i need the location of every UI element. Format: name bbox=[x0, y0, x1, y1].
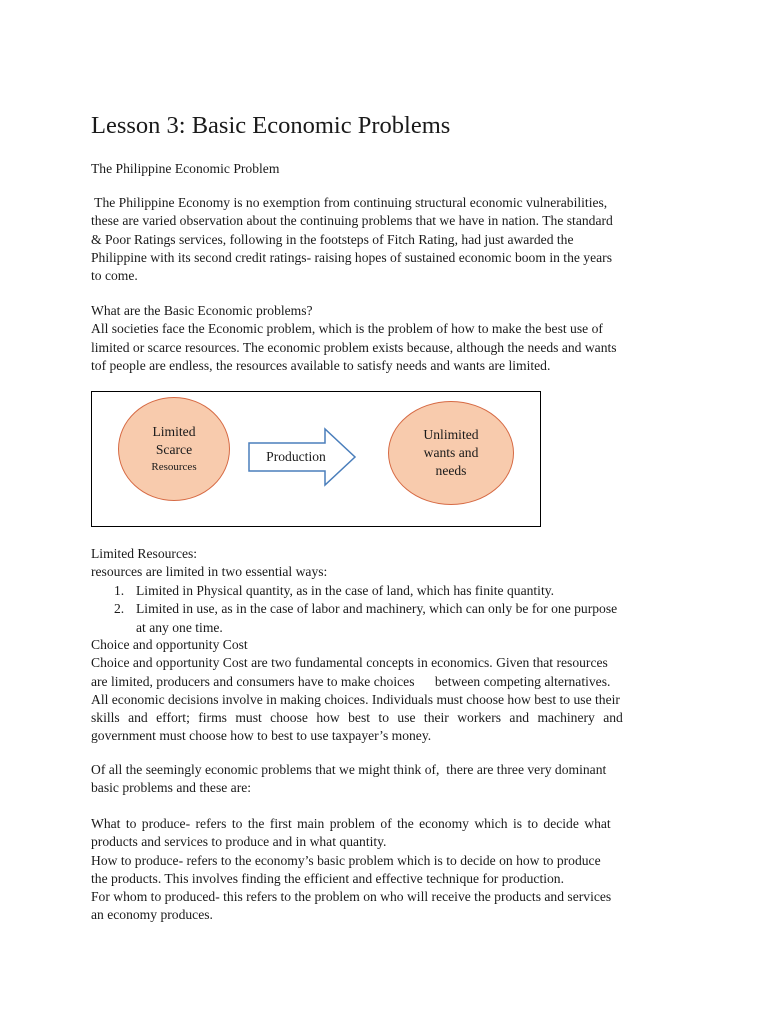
problems-line: the products. This involves finding the efficient and effective technique for production. bbox=[91, 870, 565, 886]
basic-line: All societies face the Economic problem, which is the problem of how to make the best use of bbox=[91, 321, 603, 337]
list-item bbox=[91, 582, 678, 600]
problems-paragraph bbox=[91, 815, 678, 925]
intro-line: to come. bbox=[91, 268, 138, 284]
intro-line: Philippine with its second credit ratings- raising hopes of sustained economic boom in the years bbox=[91, 249, 612, 265]
left-circle-line2: Scarce bbox=[155, 442, 193, 457]
problems-line: products and services to produce and in what quantity. bbox=[91, 834, 387, 850]
choice-line: government must choose how to best to use taxpayer’s money. bbox=[91, 728, 432, 744]
dominant-line: basic problems and these are: bbox=[91, 780, 252, 796]
problems-line: For whom to produced- this refers to the problem on who will receive the products and services bbox=[91, 889, 612, 905]
choice-line: skills and effort; firms must choose how best to use their workers and machinery and bbox=[91, 710, 623, 726]
problems-line: How to produce- refers to the economy’s basic problem which is to decide on how to produce bbox=[91, 852, 601, 868]
intro-line: these are varied observation about the continuing problems that we have in nation. The standard bbox=[91, 213, 613, 229]
limited-resources-circle bbox=[118, 397, 230, 501]
basic-heading: What are the Basic Economic problems? bbox=[91, 303, 313, 318]
intro-paragraph bbox=[91, 194, 678, 285]
limited-heading: Limited Resources: bbox=[91, 546, 198, 561]
problems-line: an economy produces. bbox=[91, 907, 213, 923]
list-text: at any one time. bbox=[136, 619, 223, 635]
section-subtitle: The Philippine Economic Problem bbox=[91, 161, 280, 176]
production-label: Production bbox=[266, 449, 326, 464]
basic-line: limited or scarce resources. The economic problem exists because, although the needs and wants bbox=[91, 339, 617, 355]
dominant-paragraph bbox=[91, 761, 678, 798]
choice-heading: Choice and opportunity Cost bbox=[91, 637, 248, 652]
choice-line: Choice and opportunity Cost are two fundamental concepts in economics. Given that resources bbox=[91, 655, 608, 671]
unlimited-wants-circle bbox=[388, 401, 514, 505]
right-circle-line1: Unlimited bbox=[423, 427, 479, 442]
choice-line: All economic decisions involve in making choices. Individuals must choose how best to use their bbox=[91, 691, 620, 707]
limited-intro: resources are limited in two essential ways: bbox=[91, 564, 328, 580]
basic-line: tof people are endless, the resources available to satisfy needs and wants are limited. bbox=[91, 357, 551, 373]
choice-section bbox=[91, 636, 678, 746]
intro-line: The Philippine Economy is no exemption from continuing structural economic vulnerabilities, bbox=[91, 195, 608, 210]
list-number: 1. bbox=[114, 583, 125, 598]
choice-line: are limited, producers and consumers have to make choices between competing alternatives. bbox=[91, 673, 611, 689]
intro-line: & Poor Ratings services, following in the footsteps of Fitch Rating, had just awarded the bbox=[91, 231, 574, 247]
economic-problem-diagram bbox=[91, 391, 541, 527]
limited-list bbox=[91, 582, 678, 637]
right-circle-line2: wants and bbox=[423, 445, 479, 460]
list-number: 2. bbox=[114, 601, 125, 617]
page-title: Lesson 3: Basic Economic Problems bbox=[91, 112, 451, 139]
list-text: Limited in use, as in the case of labor and machinery, which can only be for one purpose bbox=[136, 601, 618, 617]
left-circle-line3: Resources bbox=[151, 461, 197, 473]
problems-line: What to produce- refers to the first main problem of the economy which is to decide what bbox=[91, 816, 611, 831]
limited-resources-section bbox=[91, 545, 678, 582]
basic-problems-section bbox=[91, 302, 678, 375]
left-circle-line1: Limited bbox=[152, 424, 196, 439]
list-text: Limited in Physical quantity, as in the case of land, which has finite quantity. bbox=[136, 583, 555, 598]
right-circle-line3: needs bbox=[435, 463, 467, 478]
dominant-line: Of all the seemingly economic problems that we might think of, there are three very dominant bbox=[91, 762, 607, 777]
list-item bbox=[91, 600, 678, 637]
